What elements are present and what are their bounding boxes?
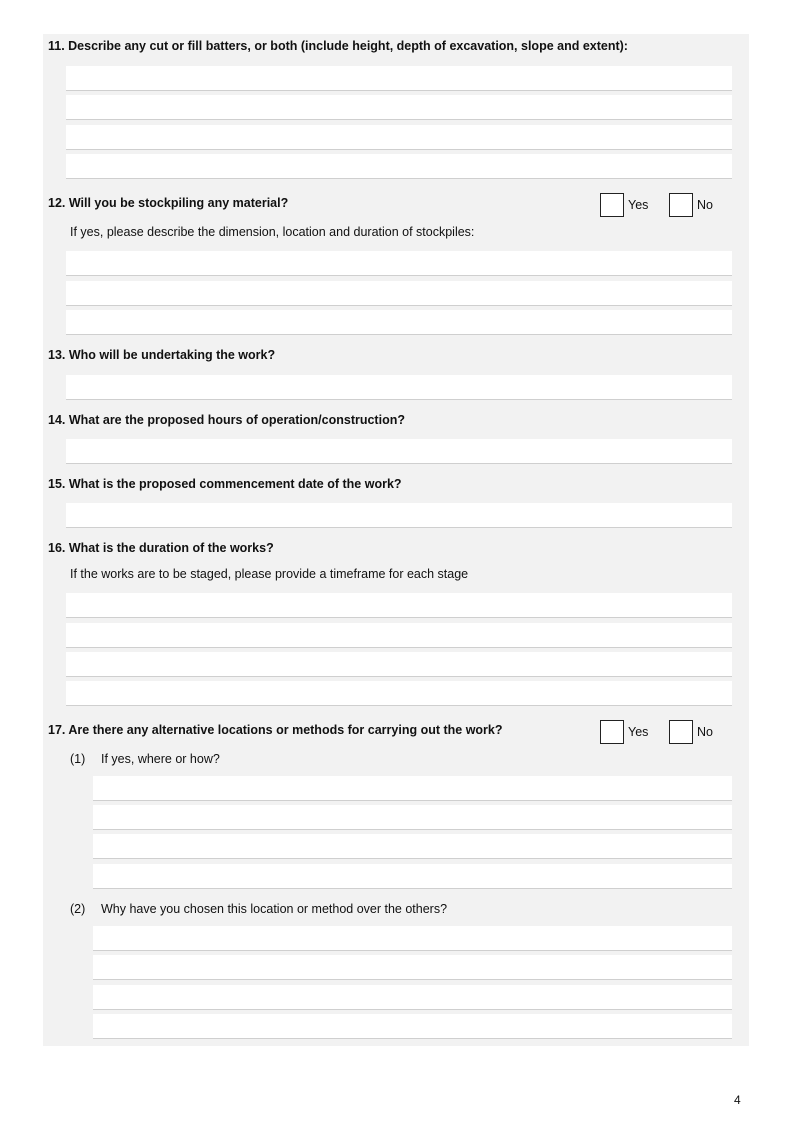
q13-answer-field[interactable] <box>66 375 732 400</box>
q15-answer-field[interactable] <box>66 503 732 528</box>
q11-answer-line-2[interactable] <box>66 95 732 120</box>
q12-answer-line-2[interactable] <box>66 281 732 306</box>
q16-answer-line-2[interactable] <box>66 623 732 648</box>
question-13-label: 13. Who will be undertaking the work? <box>48 348 276 362</box>
q17-yes-label: Yes <box>628 725 649 739</box>
q12-instruction: If yes, please describe the dimension, location and duration of stockpiles: <box>70 225 475 239</box>
question-11-label: 11. Describe any cut or fill batters, or both (include height, depth of excavation, slope and extent): <box>48 39 628 53</box>
q12-yes-label: Yes <box>628 198 649 212</box>
q16-instruction: If the works are to be staged, please provide a timeframe for each stage <box>70 567 469 581</box>
q16-answer-line-3[interactable] <box>66 652 732 677</box>
form-section <box>43 34 749 1046</box>
q17-no-label: No <box>697 725 713 739</box>
q12-answer-line-1[interactable] <box>66 251 732 276</box>
q17-part-1-number: (1) <box>70 752 86 766</box>
q12-no-checkbox[interactable] <box>669 193 693 217</box>
q17-yes-checkbox[interactable] <box>600 720 624 744</box>
q17-part-2-line-4[interactable] <box>93 1014 732 1039</box>
q14-answer-field[interactable] <box>66 439 732 464</box>
q11-answer-line-4[interactable] <box>66 154 732 179</box>
q17-part-1-line-3[interactable] <box>93 834 732 859</box>
q17-part-1-line-1[interactable] <box>93 776 732 801</box>
q17-part-2-line-3[interactable] <box>93 985 732 1010</box>
q17-part-2-label: Why have you chosen this location or method over the others? <box>101 902 448 916</box>
question-12-label: 12. Will you be stockpiling any material? <box>48 196 289 210</box>
question-14-label: 14. What are the proposed hours of operation/construction? <box>48 413 405 427</box>
q17-part-1-label: If yes, where or how? <box>101 752 220 766</box>
q17-part-1-line-2[interactable] <box>93 805 732 830</box>
q12-no-label: No <box>697 198 713 212</box>
q17-part-1-line-4[interactable] <box>93 864 732 889</box>
q12-yes-checkbox[interactable] <box>600 193 624 217</box>
q17-part-2-number: (2) <box>70 902 86 916</box>
question-15-label: 15. What is the proposed commencement date of the work? <box>48 477 402 491</box>
q17-part-2-line-2[interactable] <box>93 955 732 980</box>
q12-answer-line-3[interactable] <box>66 310 732 335</box>
question-16-label: 16. What is the duration of the works? <box>48 541 274 555</box>
q16-answer-line-1[interactable] <box>66 593 732 618</box>
q17-no-checkbox[interactable] <box>669 720 693 744</box>
q11-answer-line-1[interactable] <box>66 66 732 91</box>
q17-part-2-line-1[interactable] <box>93 926 732 951</box>
q16-answer-line-4[interactable] <box>66 681 732 706</box>
question-17-label: 17. Are there any alternative locations or methods for carrying out the work? <box>48 723 503 737</box>
q11-answer-line-3[interactable] <box>66 125 732 150</box>
page-number: 4 <box>734 1093 741 1107</box>
